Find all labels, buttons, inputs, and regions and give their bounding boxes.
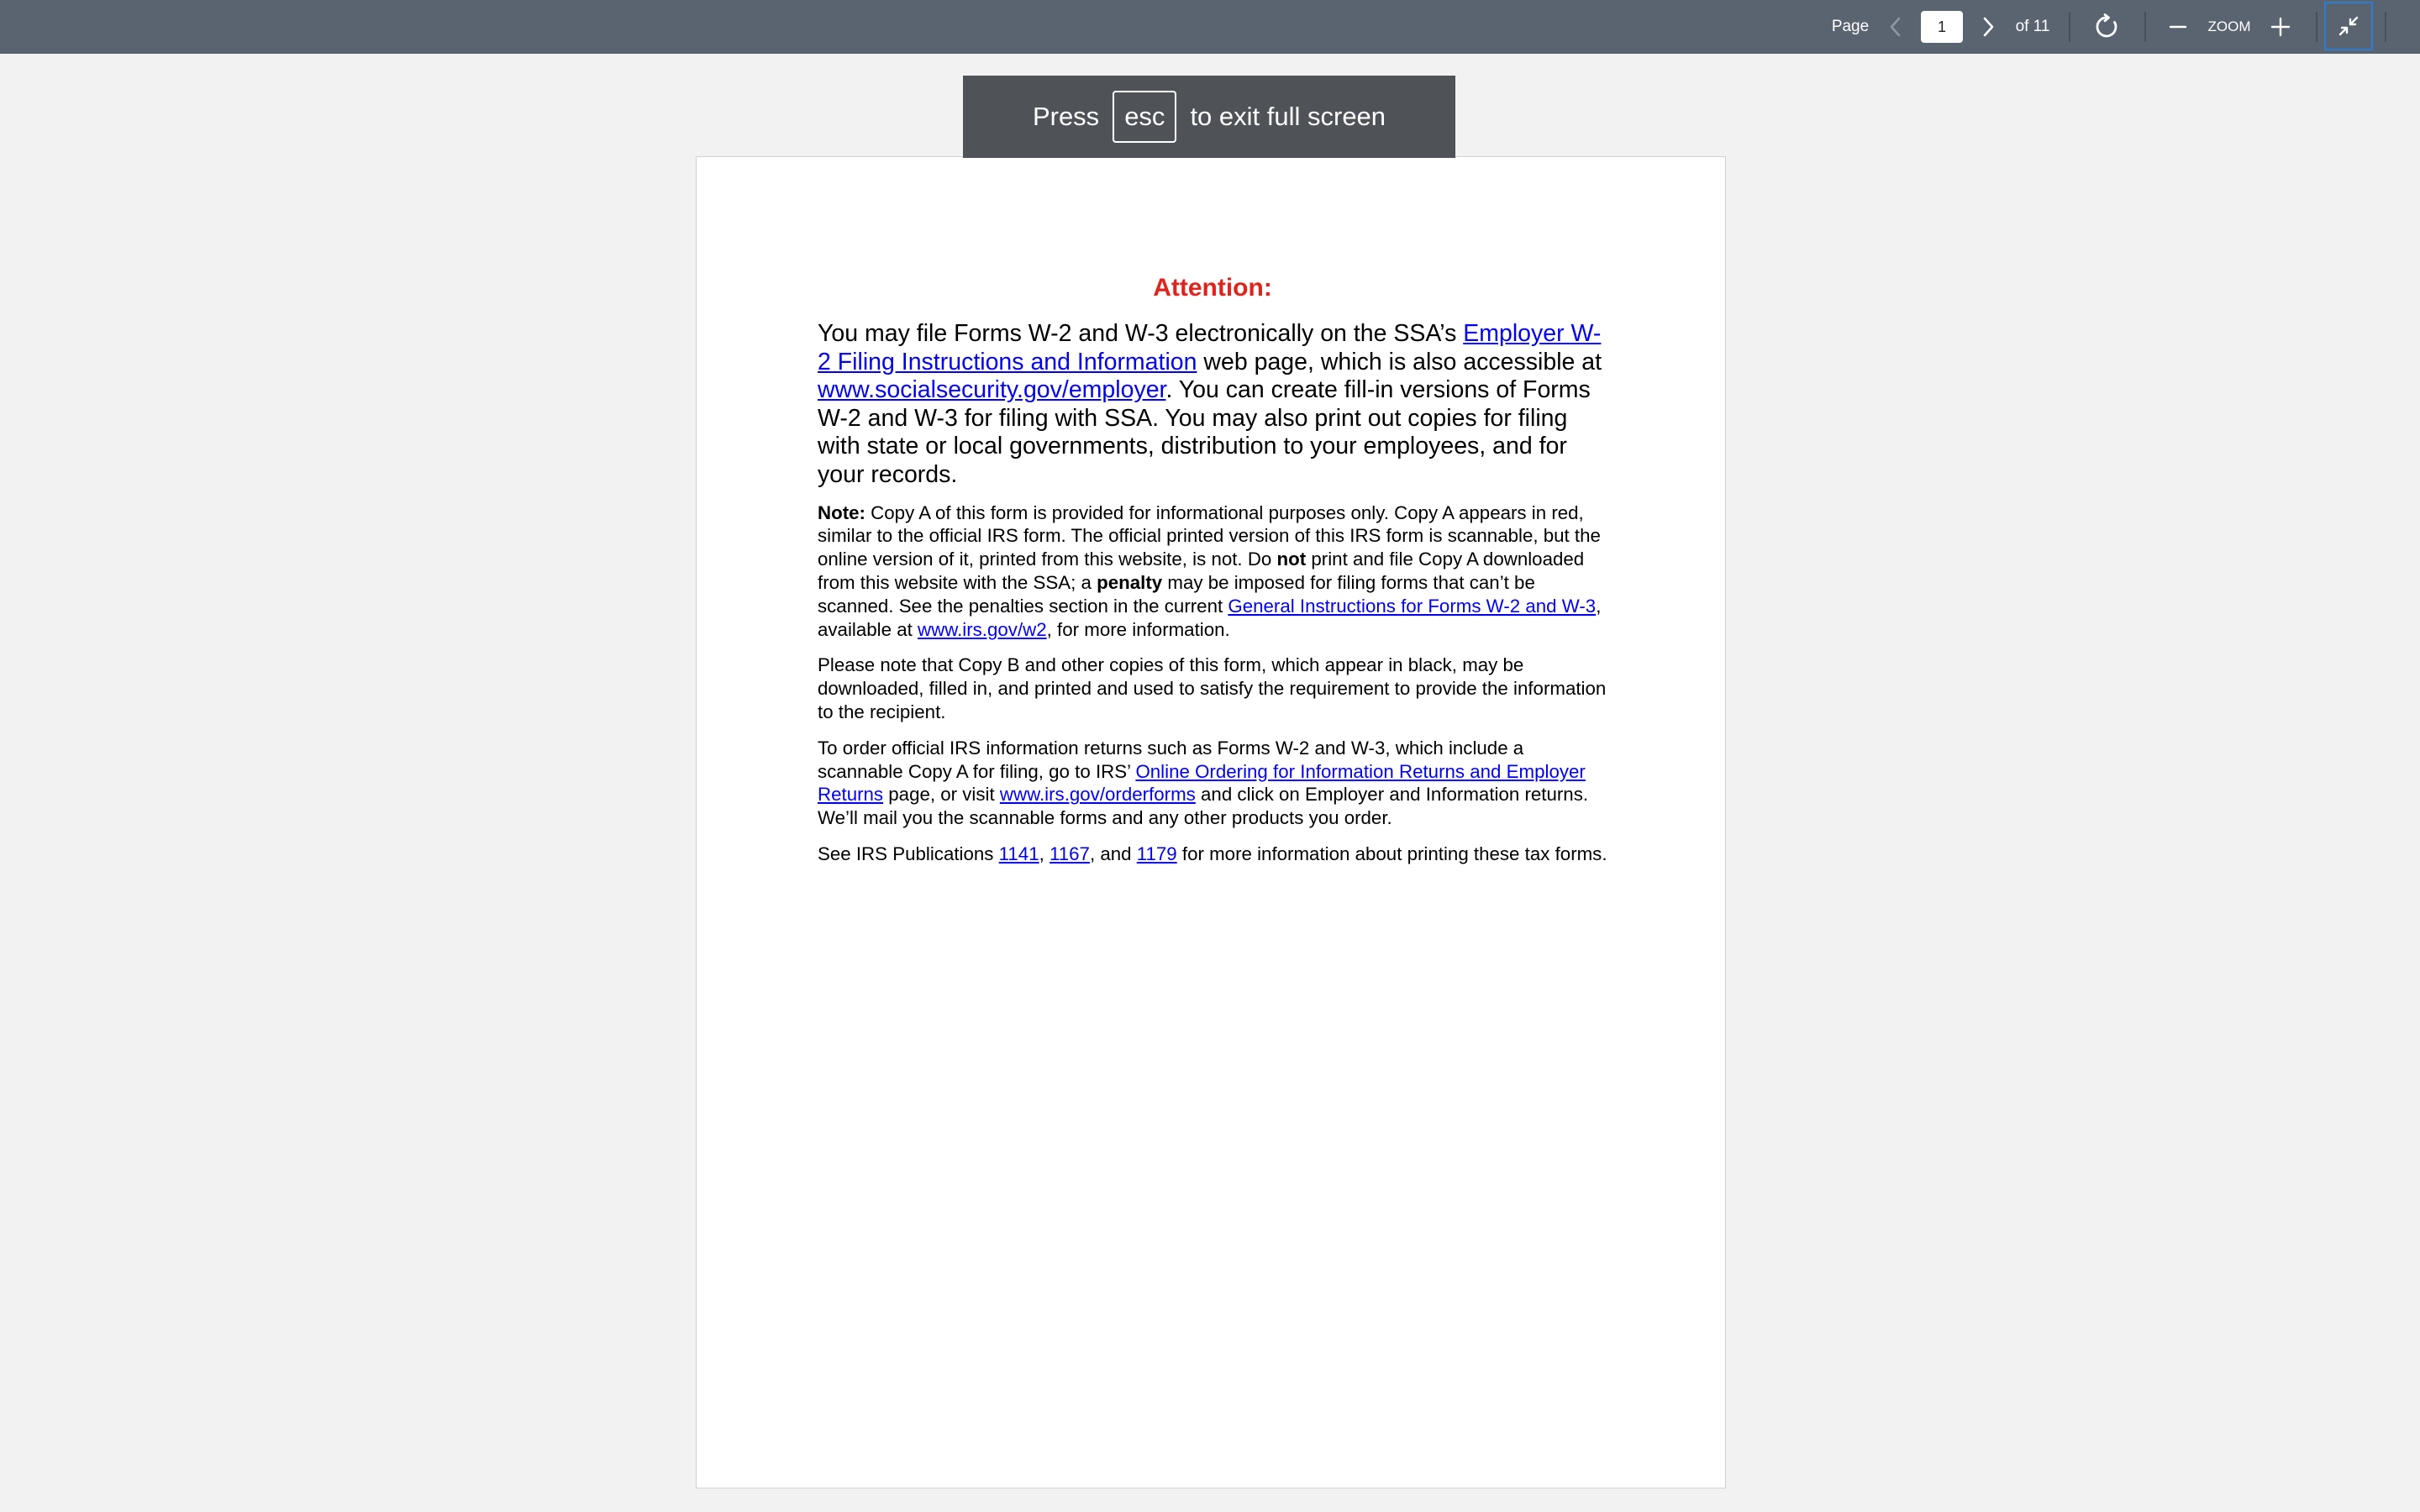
chevron-left-icon bbox=[1887, 16, 1904, 38]
attention-heading: Attention: bbox=[1153, 274, 1272, 302]
note-text: Copy A of this form is provided for informational purposes only. Copy A appears in red, similar to the official IRS form. The official printed version of this IRS form is scannable, but the online version of it, printed from this website, is not. Do bbox=[818, 501, 1601, 570]
irs-orderforms-link[interactable]: www.irs.gov/orderforms bbox=[999, 784, 1196, 806]
exit-fullscreen-button[interactable] bbox=[2324, 2, 2373, 50]
zoom-label: ZOOM bbox=[2207, 18, 2251, 34]
note-bold-penalty: penalty bbox=[1097, 571, 1163, 593]
publication-1179-link[interactable]: 1179 bbox=[1136, 843, 1177, 864]
toolbar-divider bbox=[2316, 12, 2317, 42]
copy-b-paragraph: Please note that Copy B and other copies of this form, which appear in black, may be downloaded, filled in, and printed and used to satisfy the requirement to provide the information to the recipient. bbox=[818, 654, 1607, 722]
pubs-text: See IRS Publications bbox=[818, 843, 999, 864]
pubs-text: , and bbox=[1089, 843, 1137, 864]
note-bold-not: not bbox=[1276, 549, 1307, 570]
pdf-page bbox=[696, 156, 1726, 1488]
previous-page-button[interactable] bbox=[1876, 7, 1916, 47]
employer-w2-filing-link[interactable]: Employer W-2 Filing Instructions and Information bbox=[818, 320, 1602, 375]
chevron-right-icon bbox=[1980, 16, 1996, 38]
intro-text: web page, which is also accessible at bbox=[1197, 348, 1602, 375]
page-total: of 11 bbox=[2015, 18, 2050, 35]
order-text: page, or visit bbox=[883, 784, 1000, 806]
zoom-in-button[interactable] bbox=[2260, 7, 2301, 47]
rotate-button[interactable] bbox=[2087, 7, 2128, 47]
general-instructions-link[interactable]: General Instructions for Forms W-2 and W-3 bbox=[1228, 595, 1597, 617]
order-text: and click on Employer and Information returns. We’ll mail you the scannable forms and any other products you order. bbox=[818, 784, 1589, 829]
page-content bbox=[818, 273, 1607, 879]
note-paragraph bbox=[818, 501, 1607, 642]
esc-key-badge: esc bbox=[1113, 91, 1176, 143]
fullscreen-notice bbox=[963, 76, 1455, 158]
ssa-employer-link[interactable]: www.socialsecurity.gov/employer bbox=[818, 376, 1166, 404]
page-number-input[interactable] bbox=[1921, 11, 1963, 43]
note-text: print and file Copy A downloaded from this website with the SSA; a bbox=[818, 549, 1585, 593]
plus-icon bbox=[2270, 17, 2291, 37]
intro-text: . You can create fill-in versions of Forms W-2 and W-3 for filing with SSA. You may also print out copies for filing with state or local governments, distribution to your employees, and for your records. bbox=[818, 376, 1591, 488]
intro-text: You may file Forms W-2 and W-3 electronically on the SSA’s bbox=[818, 320, 1464, 347]
zoom-out-button[interactable] bbox=[2158, 7, 2198, 47]
note-label: Note: bbox=[818, 501, 865, 523]
publications-paragraph bbox=[818, 843, 1607, 866]
fullscreen-notice-suffix: to exit full screen bbox=[1190, 102, 1386, 131]
toolbar-divider bbox=[2385, 12, 2386, 42]
note-text: may be imposed for filing forms that can’t be scanned. See the penalties section in the current bbox=[818, 571, 1535, 617]
exit-fullscreen-icon bbox=[2338, 15, 2360, 37]
toolbar-divider bbox=[2144, 12, 2146, 42]
note-text: , for more information. bbox=[1046, 618, 1230, 640]
note-text: , available at bbox=[818, 595, 1602, 640]
online-ordering-link[interactable]: Online Ordering for Information Returns and Employer Returns bbox=[818, 760, 1586, 806]
toolbar-divider bbox=[2069, 12, 2070, 42]
order-text: To order official IRS information returns such as Forms W-2 and W-3, which include a scannable Copy A for filing, go to IRS’ bbox=[818, 737, 1524, 782]
rotate-icon bbox=[2094, 13, 2121, 40]
fullscreen-notice-prefix: Press bbox=[1032, 102, 1100, 131]
order-paragraph bbox=[818, 737, 1607, 830]
pubs-text: , bbox=[1039, 843, 1050, 864]
minus-icon bbox=[2169, 18, 2187, 36]
publication-1141-link[interactable]: 1141 bbox=[998, 843, 1039, 864]
page-label: Page bbox=[1831, 18, 1870, 35]
irs-w2-link[interactable]: www.irs.gov/w2 bbox=[918, 618, 1047, 640]
publication-1167-link[interactable]: 1167 bbox=[1050, 843, 1090, 864]
intro-paragraph bbox=[818, 320, 1607, 490]
next-page-button[interactable] bbox=[1968, 7, 2008, 47]
pubs-text: for more information about printing these tax forms. bbox=[1176, 843, 1607, 864]
pdf-toolbar bbox=[0, 0, 2420, 54]
